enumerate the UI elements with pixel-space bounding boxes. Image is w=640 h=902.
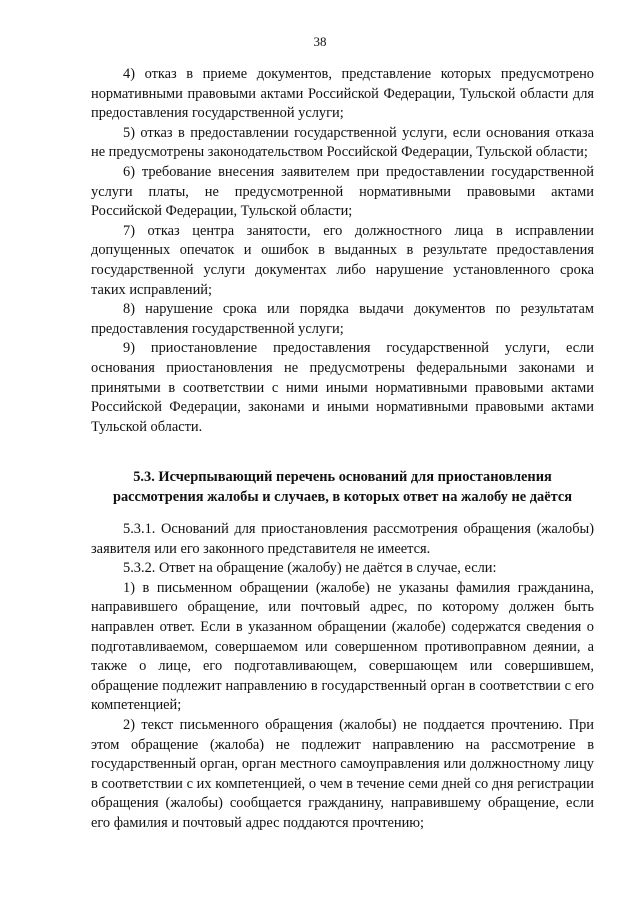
list-item: 8) нарушение срока или порядка выдачи документов по результатам предоставления государственной услуги; [91,301,594,337]
paragraph: 5.3.2. Ответ на обращение (жалобу) не даётся в случае, если: [123,560,497,577]
list-item: 2) текст письменного обращения (жалобы) не поддается прочтению. При этом обращение (жалоба) не подлежит направлению на рассмотрение в государственный орган, орган местного самоуправления или должностному лицу в соответствии с их компетенцией, о чем в течение семи дней со дня регистрации обращения (жалобы) сообщается гражданину, направившему обращение, если его фамилия и почтовый адрес поддаются прочтению; [91,716,594,831]
list-item: 5) отказ в предоставлении государственной услуги, если основания отказа не предусмотрены законодательством Российской Федерации, Тульской области; [91,124,594,161]
section-heading-line: 5.3. Исчерпывающий перечень оснований для приостановления [133,469,552,485]
paragraph: 5.3.1. Оснований для приостановления рассмотрения обращения (жалобы) заявителя или его законного представителя не имеется. [91,521,594,557]
section-heading-line: рассмотрения жалобы и случаев, в которых ответ на жалобу не даётся [112,488,573,505]
section-body [91,520,594,834]
list-item: 9) приостановление предоставления государственной услуги, если основания приостановления не предусмотрены федеральными законами и принятыми в соответствии с ними иными нормативными правовыми актами Российской Федерации, законами и иными нормативными правовыми актами Тульской области. [91,340,594,435]
list-item: 4) отказ в приеме документов, представление которых предусмотрено нормативными правовыми актами Российской Федерации, Тульской области для предоставления государственной услуги; [91,66,594,122]
grounds-list [91,65,594,437]
section-heading [91,468,594,507]
list-item: 6) требование внесения заявителем при предоставлении государственной услуги платы, не предусмотренной нормативными правовыми актами Российской Федерации, Тульской области; [91,163,594,220]
list-item: 7) отказ центра занятости, его должностного лица в исправлении допущенных опечаток и ошибок в выданных в результате предоставления государственной услуги документах либо нарушение установленного срока таких исправлений; [91,222,594,298]
page-number: 38 [313,34,327,49]
list-item: 1) в письменном обращении (жалобе) не указаны фамилия гражданина, направившего обращение, или почтовый адрес, по которому должен быть направлен ответ. Если в указанном обращении (жалобе) содержатся сведения о подготавливаемом, совершаемом или совершенном противоправном деянии, а также о лице, его подготавливающем, совершающем или совершившем, обращение подлежит направлению в государственный орган в соответствии с его компетенцией; [91,579,594,714]
